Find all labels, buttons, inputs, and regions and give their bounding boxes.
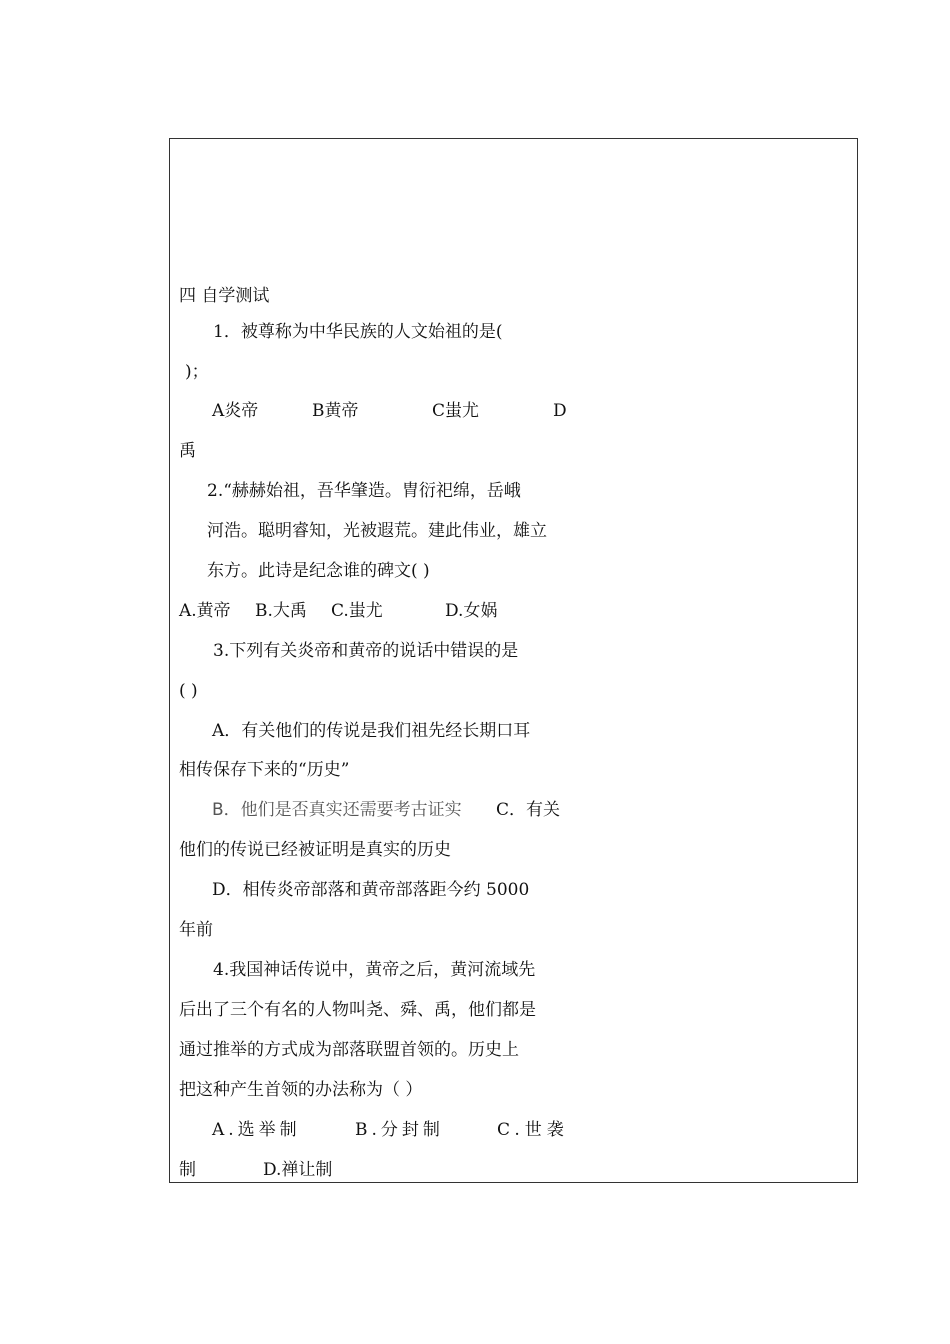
q4-line-2: 后出了三个有名的人物叫尧、舜、禹，他们都是 <box>179 1000 536 1020</box>
q2-option-a: A.黄帝 <box>179 601 231 621</box>
q3-line-2: ( ) <box>179 681 198 701</box>
q1-option-d-text: 禹 <box>179 441 196 461</box>
q4-line-3: 通过推举的方式成为部落联盟首领的。历史上 <box>179 1040 519 1060</box>
q3-option-a-line-2: 相传保存下来的“历史” <box>179 760 350 780</box>
q1-option-d-letter: D <box>553 401 567 421</box>
section-title: 四 自学测试 <box>179 286 270 306</box>
q2-option-c: C.蚩尤 <box>331 601 383 621</box>
q3-option-c-line-2: 他们的传说已经被证明是真实的历史 <box>179 840 451 860</box>
q1-option-a: A炎帝 <box>212 401 259 421</box>
q4-line-4: 把这种产生首领的办法称为（ ） <box>179 1080 423 1100</box>
q1-option-b: B黄帝 <box>312 401 359 421</box>
q4-line-1: 4.我国神话传说中，黄帝之后，黄河流域先 <box>213 960 536 980</box>
q3-line-1: 3.下列有关炎帝和黄帝的说话中错误的是 <box>213 641 519 661</box>
q2-line-3: 东方。此诗是纪念谁的碑文( ) <box>207 561 430 581</box>
q1-line-1: 1．被尊称为中华民族的人文始祖的是( <box>213 322 503 342</box>
q2-option-d: D.女娲 <box>445 601 498 621</box>
q1-line-2: )； <box>185 362 209 382</box>
q3-option-a-line-1: A．有关他们的传说是我们祖先经长期口耳 <box>212 721 531 741</box>
q4-option-a: A.选举制 <box>212 1120 301 1140</box>
q3-option-d-line-1: D．相传炎帝部落和黄帝部落距今约 5000 <box>212 880 530 900</box>
q2-option-b: B.大禹 <box>255 601 307 621</box>
q1-option-c: C蚩尤 <box>432 401 480 421</box>
q4-option-d: D.禅让制 <box>263 1160 333 1180</box>
q2-line-1: 2.“赫赫始祖，吾华肇造。胄衍祀绵，岳峨 <box>207 481 521 501</box>
q3-option-b: B．他们是否真实还需要考古证实 <box>212 800 462 820</box>
q4-option-b: B.分封制 <box>355 1120 444 1140</box>
q3-option-d-line-2: 年前 <box>179 920 213 940</box>
q4-option-c-cont: 制 <box>179 1160 196 1180</box>
q4-option-c: C.世袭 <box>497 1120 569 1140</box>
q3-option-c-line-1: C．有关 <box>496 800 561 820</box>
q2-line-2: 河浩。聪明睿知，光被遐荒。建此伟业，雄立 <box>207 521 547 541</box>
